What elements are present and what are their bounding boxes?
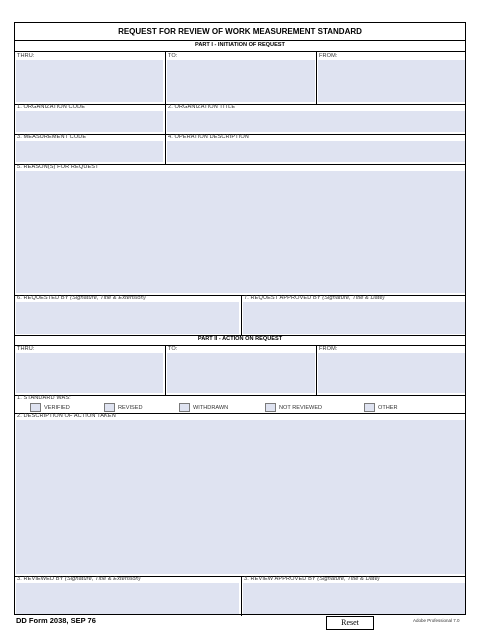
request-approved-hint: (Signature, Title & Date) <box>322 295 385 301</box>
operation-description-field[interactable] <box>167 141 465 162</box>
review-approved-hint: (Signature, Title & Date) <box>317 576 380 582</box>
part2-to-label: TO: <box>168 346 178 352</box>
org-code-label: 1. ORGANIZATION CODE <box>17 104 86 110</box>
reasons-label: 5. REASON(S) FOR REQUEST <box>17 164 99 170</box>
request-approved-field[interactable] <box>243 302 465 334</box>
divider <box>241 576 242 616</box>
divider <box>241 295 242 336</box>
part1-from-label: FROM: <box>319 53 338 59</box>
not-reviewed-checkbox[interactable] <box>265 403 276 412</box>
measurement-code-label: 3. MEASUREMENT CODE <box>17 134 87 140</box>
divider <box>165 345 166 395</box>
reviewed-by-hint: (Signature, Title & Extension) <box>65 576 141 582</box>
verified-checkbox[interactable] <box>30 403 41 412</box>
description-field[interactable] <box>16 420 465 574</box>
form-id: DD Form 2038, SEP 76 <box>16 616 96 625</box>
standard-was-label: 1. STANDARD WAS: <box>17 395 71 401</box>
not-reviewed-label: NOT REVIEWED <box>279 405 323 411</box>
withdrawn-checkbox[interactable] <box>179 403 190 412</box>
part1-from-field[interactable] <box>318 60 465 102</box>
requested-by-field[interactable] <box>16 302 239 334</box>
org-title-label: 2. ORGANIZATION TITLE <box>168 104 236 110</box>
withdrawn-label: WITHDRAWN <box>193 405 229 411</box>
description-label: 2. DESCRIPTION OF ACTION TAKEN <box>17 413 116 419</box>
other-checkbox[interactable] <box>364 403 375 412</box>
software-note: Adobe Professional 7.0 <box>413 618 460 623</box>
review-approved-field[interactable] <box>243 583 465 614</box>
divider <box>316 345 317 395</box>
reset-button[interactable]: Reset <box>326 616 374 630</box>
part1-to-field[interactable] <box>167 60 315 102</box>
operation-description-label: 4. OPERATION DESCRIPTION <box>168 134 249 140</box>
reviewed-by-label: 3. REVIEWED BY (Signature, Title & Extension) <box>17 576 141 582</box>
part1-thru-field[interactable] <box>16 60 163 102</box>
part1-to-label: TO: <box>168 53 178 59</box>
divider <box>15 40 465 41</box>
verified-label: VERIFIED <box>44 405 70 411</box>
part2-thru-field[interactable] <box>16 353 163 393</box>
revised-label: REVISED <box>118 405 143 411</box>
divider <box>165 51 166 104</box>
org-title-field[interactable] <box>167 111 465 132</box>
part2-thru-label: THRU: <box>17 346 35 352</box>
requested-by-hint: (Signature, Title & Extension) <box>70 295 146 301</box>
reviewed-by-field[interactable] <box>16 583 239 614</box>
part2-from-label: FROM: <box>319 346 338 352</box>
other-label: OTHER <box>378 405 398 411</box>
divider <box>15 395 465 396</box>
divider <box>165 104 166 134</box>
org-code-field[interactable] <box>16 111 163 132</box>
requested-by-label: 6. REQUESTED BY (Signature, Title & Extension) <box>17 295 146 301</box>
part2-to-field[interactable] <box>167 353 315 393</box>
part2-heading: PART II - ACTION ON REQUEST <box>197 336 283 342</box>
part2-from-field[interactable] <box>318 353 465 393</box>
revised-checkbox[interactable] <box>104 403 115 412</box>
part1-thru-label: THRU: <box>17 53 35 59</box>
measurement-code-field[interactable] <box>16 141 163 162</box>
request-approved-label: 7. REQUEST APPROVED BY (Signature, Title & Date) <box>244 295 385 301</box>
divider <box>15 345 465 346</box>
form-container <box>14 22 466 615</box>
form-title: REQUEST FOR REVIEW OF WORK MEASUREMENT STANDARD <box>118 27 362 36</box>
divider <box>165 134 166 164</box>
part1-heading: PART I - INITIATION OF REQUEST <box>195 42 285 48</box>
reasons-field[interactable] <box>16 171 465 293</box>
divider <box>316 51 317 104</box>
review-approved-label: 3. REVIEW APPROVED BY (Signature, Title & Date) <box>244 576 380 582</box>
divider <box>15 51 465 52</box>
